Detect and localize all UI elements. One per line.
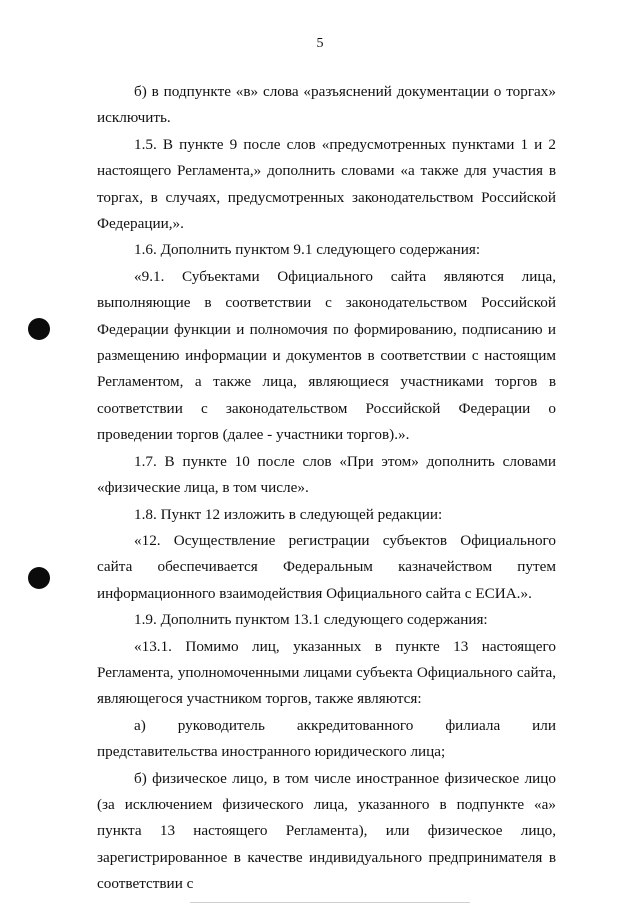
paragraph-1-6: 1.6. Дополнить пунктом 9.1 следующего содержания: (134, 241, 481, 259)
page-bottom-edge (190, 902, 470, 903)
paragraph-1-7: 1.7. В пункте 10 после слов «При этом» дополнить словами «физические лица, в том числе». (97, 452, 556, 497)
paragraph-a: а) руководитель аккредитованного филиала или представительства иностранного юридического лица; (97, 716, 556, 761)
paragraph-b2: б) физическое лицо, в том числе иностранное физическое лицо (за исключением физического лица, указанного в подпункте «а» пункта 13 настоящего Регламента), или физическое лицо, зарегистрированное в качестве индивидуального предпринимателя в соответствии с (97, 769, 556, 893)
paragraph-b: б) в подпункте «в» слова «разъяснений документации о торгах» исключить. (97, 83, 556, 127)
paragraph-13-1: «13.1. Помимо лиц, указанных в пункте 13 настоящего Регламента, уполномоченными лицами субъекта Официального сайта, являющегося участником торгов, также являются: (97, 637, 556, 708)
paragraph-1-5: 1.5. В пункте 9 после слов «предусмотренных пунктами 1 и 2 настоящего Регламента,» дополнить словами «а также для участия в торгах, в случаях, предусмотренных законодательством Российской Федерации,». (97, 135, 556, 233)
paragraph-12: «12. Осуществление регистрации субъектов Официального сайта обеспечивается Федеральным казначейством путем информационного взаимодействия Официального сайта с ЕСИА.». (97, 531, 556, 602)
page-number: 5 (316, 36, 324, 51)
paragraph-9-1: «9.1. Субъектами Официального сайта являются лица, выполняющие в соответствии с законодательством Российской Федерации функции и полномочия по формированию, подписанию и размещению информации и документов в соответствии с настоящим Регламентом, а также лица, являющиеся участниками торгов в соответствии с законодательством Российской Федерации о проведении торгов (далее - участники торгов).». (97, 267, 556, 444)
binder-hole-icon (28, 567, 50, 589)
binder-hole-icon (28, 318, 50, 340)
document-body (97, 79, 556, 898)
paragraph-1-8: 1.8. Пункт 12 изложить в следующей редакции: (134, 505, 443, 523)
paragraph-1-9: 1.9. Дополнить пунктом 13.1 следующего содержания: (134, 611, 488, 629)
